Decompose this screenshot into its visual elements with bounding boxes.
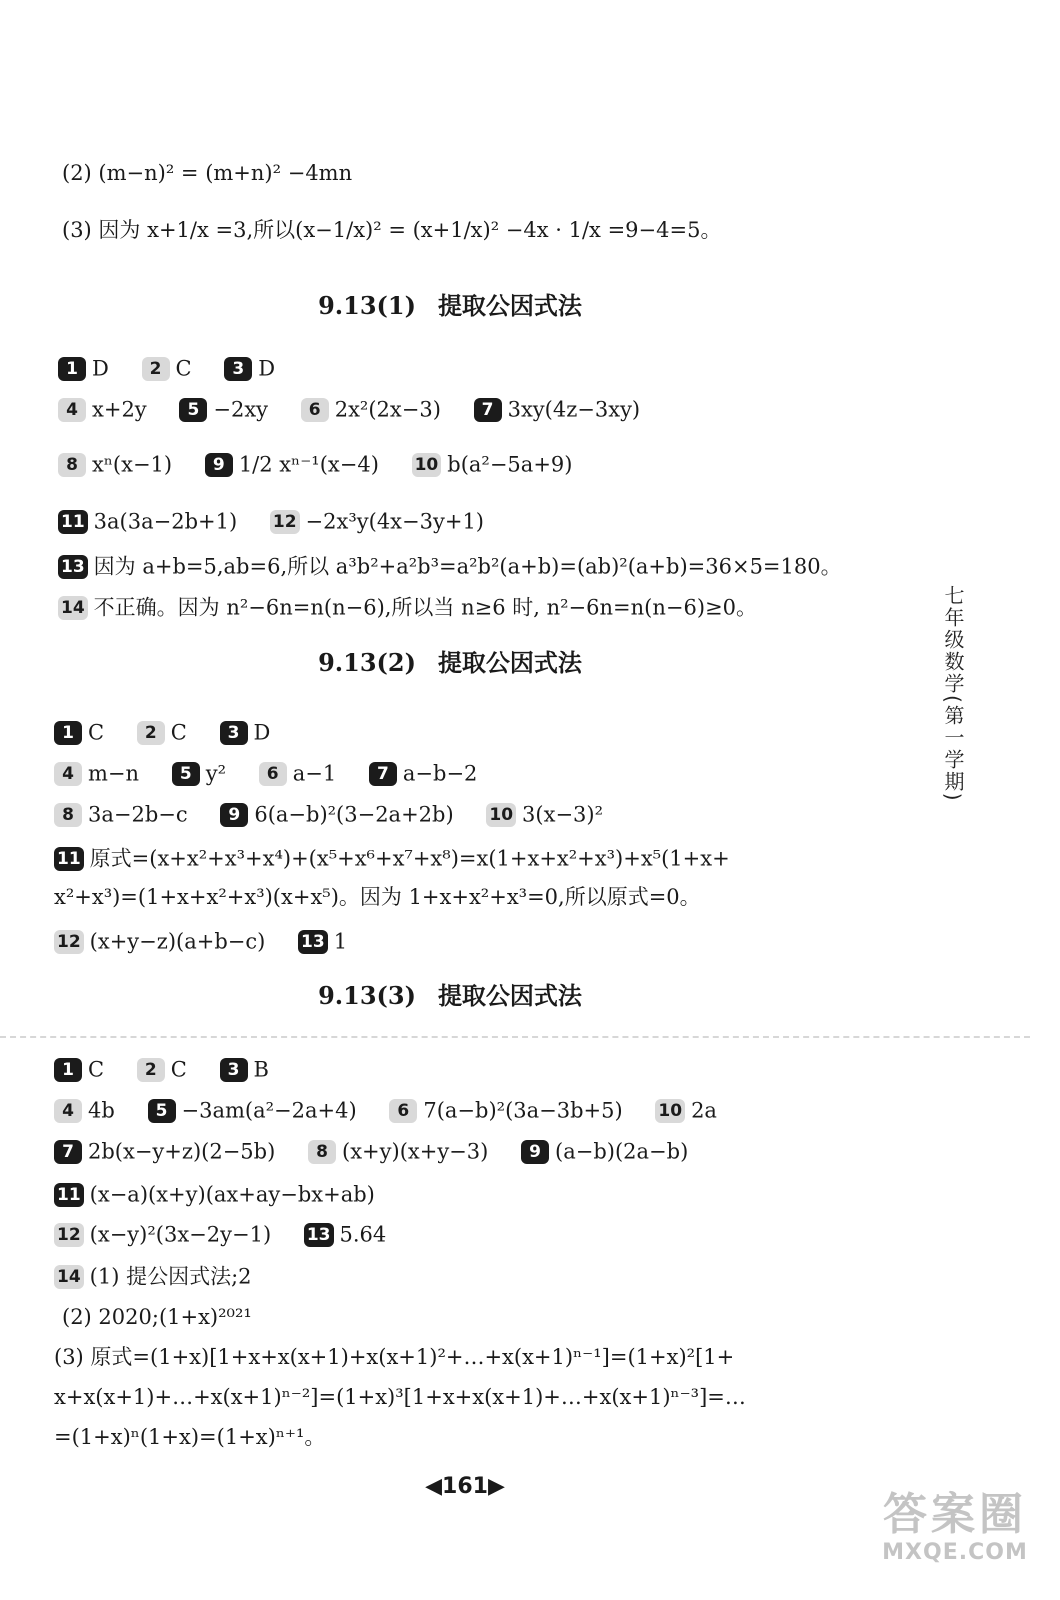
answer-item bbox=[54, 757, 139, 789]
answer-text: 1/2 xⁿ⁻¹(x−4) bbox=[238, 452, 379, 477]
section-heading-9-13-3 bbox=[0, 976, 900, 1011]
question-number-badge: 10 bbox=[486, 803, 516, 827]
answer-text: −3am(a²−2a+4) bbox=[181, 1098, 357, 1123]
answer-text: 3a−2b−c bbox=[88, 802, 188, 827]
answer-item bbox=[54, 1094, 115, 1126]
section-title: 提取公因式法 bbox=[437, 292, 582, 320]
answer-row bbox=[54, 1260, 278, 1292]
section-code: 9.13(2) bbox=[318, 648, 416, 677]
question-number-badge: 10 bbox=[412, 453, 442, 477]
question-number-badge: 11 bbox=[54, 847, 84, 871]
answer-item bbox=[301, 393, 441, 425]
section-title: 提取公因式法 bbox=[437, 649, 582, 677]
question-number-badge: 8 bbox=[308, 1140, 336, 1164]
answer-item bbox=[54, 1135, 275, 1167]
answer-item bbox=[142, 352, 192, 384]
answer-continuation: x²+x³)=(1+x+x²+x³)(x+x⁵)。因为 1+x+x²+x³=0,所以原式=0。 bbox=[54, 885, 701, 909]
answer-text: (x+y−z)(a+b−c) bbox=[89, 929, 266, 954]
answer-item bbox=[148, 1094, 357, 1126]
book-side-label: 七年级数学(第一学期) bbox=[941, 585, 965, 803]
watermark-url: MXQE.COM bbox=[882, 1540, 1028, 1565]
section-code: 9.13(1) bbox=[318, 291, 416, 320]
question-number-badge: 5 bbox=[179, 398, 207, 422]
question-number-badge: 7 bbox=[474, 398, 502, 422]
answer-text: C bbox=[88, 720, 105, 745]
answer-text: a−1 bbox=[292, 761, 337, 786]
question-number-badge: 7 bbox=[369, 762, 397, 786]
answer-text: 3xy(4z−3xy) bbox=[507, 397, 641, 422]
answer-item bbox=[220, 798, 453, 830]
question-number-badge: 5 bbox=[172, 762, 200, 786]
question-number-badge: 9 bbox=[521, 1140, 549, 1164]
answer-row bbox=[54, 1218, 412, 1250]
answer-text: 2b(x−y+z)(2−5b) bbox=[88, 1139, 276, 1164]
answer-row bbox=[58, 448, 598, 480]
question-number-badge: 2 bbox=[137, 721, 165, 745]
question-number-badge: 13 bbox=[58, 555, 88, 579]
answer-row bbox=[54, 1094, 743, 1126]
answer-item bbox=[304, 1218, 386, 1250]
section-heading-9-13-2 bbox=[0, 643, 900, 678]
question-number-badge: 6 bbox=[259, 762, 287, 786]
answer-text: C bbox=[170, 720, 187, 745]
answer-text: 不正确。因为 n²−6n=n(n−6),所以当 n≥6 时, n²−6n=n(n−6)≥0。 bbox=[93, 595, 757, 620]
answer-line-3: (3) 因为 x+1/x =3,所以(x−1/x)² = (x+1/x)² −4x · 1/x =9−4=5。 bbox=[62, 218, 722, 242]
answer-item bbox=[224, 352, 275, 384]
question-number-badge: 10 bbox=[655, 1099, 685, 1123]
answer-item bbox=[270, 505, 484, 537]
question-number-badge: 9 bbox=[220, 803, 248, 827]
answer-item bbox=[54, 798, 188, 830]
answer-text: C bbox=[170, 1057, 187, 1082]
question-number-badge: 12 bbox=[54, 1223, 84, 1247]
section-heading-9-13-1 bbox=[0, 286, 900, 321]
answer-text: (x−a)(x+y)(ax+ay−bx+ab) bbox=[89, 1182, 375, 1207]
answer-continuation: x+x(x+1)+…+x(x+1)ⁿ⁻²]=(1+x)³[1+x+x(x+1)+…+x(x+1)ⁿ⁻³]=… bbox=[54, 1385, 746, 1409]
section-code: 9.13(3) bbox=[318, 981, 416, 1010]
answer-item bbox=[58, 352, 109, 384]
watermark bbox=[860, 1490, 1050, 1565]
answer-text: 2x²(2x−3) bbox=[334, 397, 441, 422]
answer-text: (a−b)(2a−b) bbox=[555, 1139, 689, 1164]
answer-text: y² bbox=[205, 761, 227, 786]
question-number-badge: 4 bbox=[54, 1099, 82, 1123]
answer-item bbox=[54, 716, 104, 748]
answer-item bbox=[54, 842, 730, 874]
question-number-badge: 2 bbox=[137, 1058, 165, 1082]
answer-item bbox=[172, 757, 226, 789]
answer-row bbox=[58, 505, 510, 537]
question-number-badge: 14 bbox=[54, 1265, 84, 1289]
answer-row bbox=[58, 550, 868, 582]
question-number-badge: 12 bbox=[270, 510, 300, 534]
answer-item bbox=[220, 1053, 269, 1085]
answer-subpart: (2) 2020;(1+x)²⁰²¹ bbox=[62, 1305, 252, 1329]
answer-item bbox=[58, 505, 237, 537]
answer-continuation: =(1+x)ⁿ(1+x)=(1+x)ⁿ⁺¹。 bbox=[54, 1425, 326, 1449]
answer-row bbox=[58, 393, 666, 425]
answer-row bbox=[54, 798, 629, 830]
answer-row bbox=[54, 925, 373, 957]
answer-item bbox=[58, 550, 842, 582]
answer-item bbox=[54, 1053, 104, 1085]
answer-text: 4b bbox=[88, 1098, 115, 1123]
question-number-badge: 7 bbox=[54, 1140, 82, 1164]
answer-item bbox=[54, 1178, 375, 1210]
answer-item bbox=[486, 798, 603, 830]
answer-row bbox=[54, 1135, 714, 1167]
answer-subpart: (3) 原式=(1+x)[1+x+x(x+1)+x(x+1)²+…+x(x+1)ⁿ⁻¹]=(1+x)²[1+ bbox=[54, 1345, 735, 1369]
answer-text: 原式=(x+x²+x³+x⁴)+(x⁵+x⁶+x⁷+x⁸)=x(1+x+x²+x³)+x⁵(1+x+ bbox=[89, 846, 730, 871]
answer-row bbox=[54, 842, 756, 874]
answer-item bbox=[58, 591, 757, 623]
answer-item bbox=[137, 716, 187, 748]
answer-text: (1) 提公因式法;2 bbox=[89, 1264, 252, 1289]
question-number-badge: 8 bbox=[54, 803, 82, 827]
question-number-badge: 2 bbox=[142, 357, 170, 381]
answer-text: (x−y)²(3x−2y−1) bbox=[89, 1222, 272, 1247]
answer-item bbox=[308, 1135, 488, 1167]
question-number-badge: 4 bbox=[54, 762, 82, 786]
answer-item bbox=[259, 757, 336, 789]
answer-row bbox=[54, 1178, 401, 1210]
answer-text: 2a bbox=[691, 1098, 717, 1123]
answer-line-2: (2) (m−n)² = (m+n)² −4mn bbox=[62, 161, 353, 185]
answer-item bbox=[54, 1260, 252, 1292]
question-number-badge: 1 bbox=[54, 721, 82, 745]
answer-row bbox=[58, 352, 301, 384]
answer-text: x+2y bbox=[92, 397, 147, 422]
question-number-badge: 3 bbox=[220, 721, 248, 745]
page-divider bbox=[0, 1036, 1030, 1038]
answer-text: 5.64 bbox=[339, 1222, 387, 1247]
answer-row bbox=[54, 716, 296, 748]
answer-text: −2x³y(4x−3y+1) bbox=[305, 509, 484, 534]
answer-item bbox=[137, 1053, 187, 1085]
answer-text: 6(a−b)²(3−2a+2b) bbox=[254, 802, 454, 827]
question-number-badge: 3 bbox=[220, 1058, 248, 1082]
answer-text: C bbox=[88, 1057, 105, 1082]
section-title: 提取公因式法 bbox=[437, 982, 582, 1010]
answer-item bbox=[179, 393, 268, 425]
answer-item bbox=[389, 1094, 622, 1126]
answer-item bbox=[655, 1094, 717, 1126]
page-number: ◀161▶ bbox=[425, 1474, 505, 1499]
question-number-badge: 4 bbox=[58, 398, 86, 422]
answer-item bbox=[205, 448, 379, 480]
question-number-badge: 12 bbox=[54, 930, 84, 954]
answer-item bbox=[412, 448, 573, 480]
answer-item bbox=[54, 1218, 271, 1250]
answer-item bbox=[54, 925, 265, 957]
question-number-badge: 11 bbox=[54, 1183, 84, 1207]
question-number-badge: 6 bbox=[389, 1099, 417, 1123]
answer-text: xⁿ(x−1) bbox=[92, 452, 173, 477]
answer-text: a−b−2 bbox=[402, 761, 478, 786]
answer-item bbox=[521, 1135, 688, 1167]
answer-row bbox=[54, 1053, 295, 1085]
question-number-badge: 1 bbox=[58, 357, 86, 381]
question-number-badge: 13 bbox=[298, 930, 328, 954]
watermark-logo: 答案圈 bbox=[883, 1489, 1027, 1540]
question-number-badge: 5 bbox=[148, 1099, 176, 1123]
answer-text: C bbox=[175, 356, 192, 381]
answer-text: 7(a−b)²(3a−3b+5) bbox=[423, 1098, 623, 1123]
answer-item bbox=[220, 716, 271, 748]
answer-text: D bbox=[253, 720, 271, 745]
answer-item bbox=[369, 757, 478, 789]
question-number-badge: 3 bbox=[224, 357, 252, 381]
question-number-badge: 14 bbox=[58, 596, 88, 620]
answer-row bbox=[54, 757, 503, 789]
answer-text: m−n bbox=[88, 761, 140, 786]
answer-item bbox=[58, 448, 172, 480]
question-number-badge: 13 bbox=[304, 1223, 334, 1247]
answer-text: (x+y)(x+y−3) bbox=[342, 1139, 489, 1164]
answer-text: D bbox=[258, 356, 276, 381]
answer-text: 1 bbox=[333, 929, 348, 954]
answer-text: b(a²−5a+9) bbox=[447, 452, 573, 477]
answer-text: B bbox=[253, 1057, 269, 1082]
question-number-badge: 9 bbox=[205, 453, 233, 477]
answer-text: 因为 a+b=5,ab=6,所以 a³b²+a²b³=a²b²(a+b)=(ab)²(a+b)=36×5=180。 bbox=[93, 554, 842, 579]
answer-item bbox=[474, 393, 641, 425]
answer-item bbox=[298, 925, 347, 957]
question-number-badge: 8 bbox=[58, 453, 86, 477]
question-number-badge: 1 bbox=[54, 1058, 82, 1082]
answer-text: 3(x−3)² bbox=[522, 802, 604, 827]
question-number-badge: 11 bbox=[58, 510, 88, 534]
answer-text: D bbox=[92, 356, 109, 381]
answer-text: 3a(3a−2b+1) bbox=[93, 509, 238, 534]
answer-row bbox=[58, 591, 783, 623]
answer-item bbox=[58, 393, 147, 425]
question-number-badge: 6 bbox=[301, 398, 329, 422]
answer-text: −2xy bbox=[213, 397, 269, 422]
